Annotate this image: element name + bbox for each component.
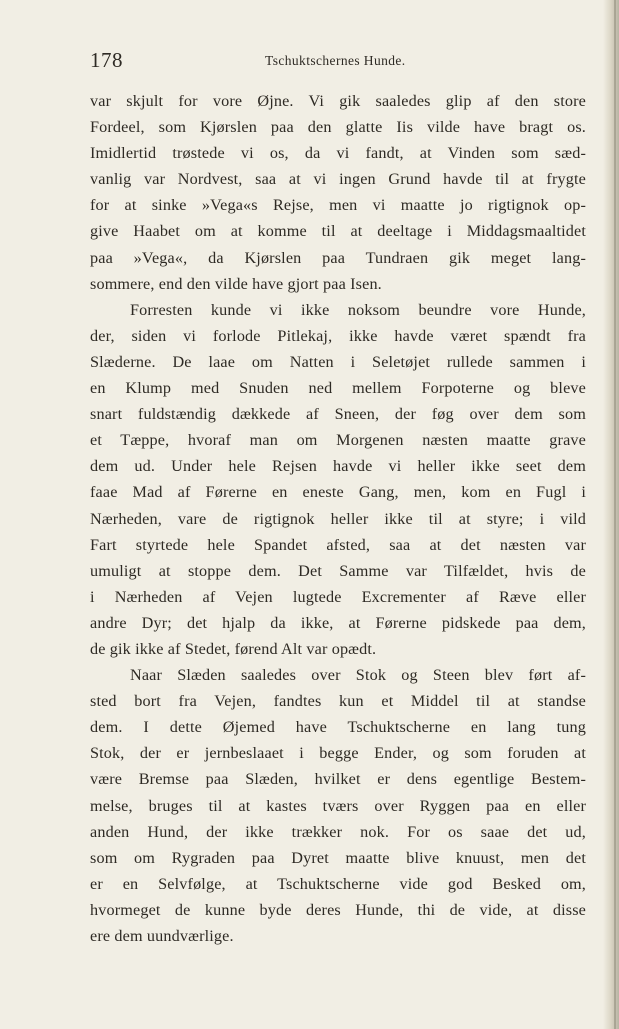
text-line: dem ud. Under hele Rejsen havde vi heller ikke seet dem <box>90 457 586 476</box>
text-line: sted bort fra Vejen, fandtes kun et Middel til at standse <box>90 692 586 711</box>
text-line: være Bremse paa Slæden, hvilket er dens egentlige Bestem- <box>90 770 586 789</box>
text-line: i Nærheden af Vejen lugtede Excrementer af Ræve eller <box>90 587 586 606</box>
text-line: hvormeget de kunne byde deres Hunde, thi de vide, at disse <box>90 900 586 919</box>
text-line: give Haabet om at komme til at deeltage i Middagsmaaltidet <box>90 222 586 241</box>
text-line: Fordeel, som Kjørslen paa den glatte Iis vilde have bragt os. <box>90 118 586 137</box>
text-line: Imidlertid trøstede vi os, da vi fandt, at Vinden som sæd- <box>90 144 586 163</box>
text-line: melse, bruges til at kastes tværs over Ryggen paa en eller <box>90 796 586 815</box>
page-edge-shadow <box>603 0 619 1029</box>
text-line: sommere, end den vilde have gjort paa Isen. <box>90 274 382 293</box>
text-line: en Klump med Snuden ned mellem Forpoterne og bleve <box>90 379 586 398</box>
text-line: faae Mad af Førerne en eneste Gang, men, kom en Fugl i <box>90 483 586 502</box>
text-line: vanlig var Nordvest, saa at vi ingen Grund havde til at frygte <box>90 170 586 189</box>
text-line: Slæderne. De laae om Natten i Seletøjet rullede sammen i <box>90 352 586 371</box>
text-line: et Tæppe, hvoraf man om Morgenen næsten maatte grave <box>90 431 586 450</box>
text-line: Stok, der er jernbeslaaet i begge Ender, og som foruden at <box>90 744 586 763</box>
page-header <box>90 48 580 78</box>
text-line: ere dem uundværlige. <box>90 927 234 945</box>
text-line: der, siden vi forlode Pitlekaj, ikke havde været spændt fra <box>90 326 586 345</box>
text-line: dem. I dette Øjemed have Tschuktscherne en lang tung <box>90 718 586 737</box>
text-line: er en Selvfølge, at Tschuktscherne vide god Besked om, <box>90 874 586 893</box>
body-text <box>90 88 586 949</box>
text-line: andre Dyr; det hjalp da ikke, at Førerne pidskede paa dem, <box>90 613 586 632</box>
text-line: som om Rygraden paa Dyret maatte blive knuust, men det <box>90 848 586 867</box>
text-line: var skjult for vore Øjne. Vi gik saaledes glip af den store <box>90 92 586 110</box>
text-line: de gik ikke af Stedet, førend Alt var opædt. <box>90 639 377 658</box>
text-line: anden Hund, der ikke trækker nok. For os saae det ud, <box>90 822 586 841</box>
text-line: Nærheden, vare de rigtignok heller ikke til at styre; i vild <box>90 509 586 528</box>
page-number: 178 <box>90 48 123 72</box>
text-line: Forresten kunde vi ikke noksom beundre vore Hunde, <box>130 300 586 319</box>
text-line: Naar Slæden saaledes over Stok og Steen blev ført af- <box>130 666 586 685</box>
text-line: for at sinke »Vega«s Rejse, men vi maatte jo rigtignok op- <box>90 196 586 215</box>
text-line: snart fuldstændig dækkede af Sneen, der føg over dem som <box>90 405 586 424</box>
running-title: Tschuktschernes Hunde. <box>265 53 406 68</box>
text-line: Fart styrtede hele Spandet afsted, saa at det næsten var <box>90 535 586 554</box>
text-line: paa »Vega«, da Kjørslen paa Tundraen gik meget lang- <box>90 248 586 267</box>
page-edge-line <box>614 0 616 1029</box>
text-line: umuligt at stoppe dem. Det Samme var Tilfældet, hvis de <box>90 561 586 580</box>
